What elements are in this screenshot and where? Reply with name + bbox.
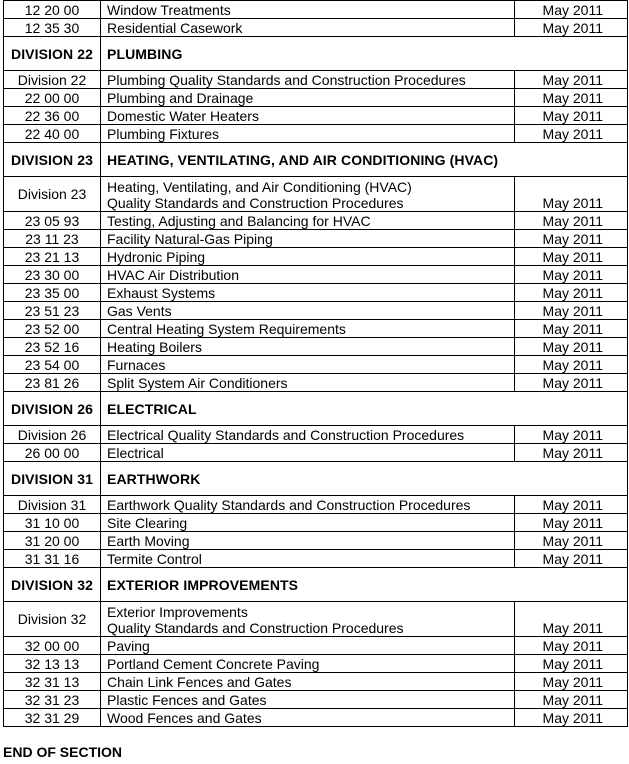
section-title-line: Electrical Quality Standards and Construction Procedures	[107, 427, 465, 443]
table-row	[4, 514, 628, 532]
section-title-line: Chain Link Fences and Gates	[107, 674, 292, 690]
section-date: May 2011	[515, 532, 628, 550]
section-code: 26 00 00	[4, 444, 101, 462]
section-title-line: Exhaust Systems	[107, 285, 216, 301]
section-date: May 2011	[515, 177, 628, 212]
section-title-line: Exterior Improvements	[107, 604, 248, 620]
table-row	[4, 284, 628, 302]
section-title	[101, 691, 515, 709]
section-title-line-2: Quality Standards and Construction Procedures	[107, 195, 404, 211]
section-title	[101, 89, 515, 107]
table-row	[4, 248, 628, 266]
table-row	[4, 709, 628, 727]
section-title	[101, 266, 515, 284]
division-header-row	[4, 568, 628, 602]
section-code: 22 00 00	[4, 89, 101, 107]
section-title	[101, 1, 515, 19]
section-date: May 2011	[515, 444, 628, 462]
division-number: DIVISION 22	[4, 37, 101, 71]
section-title-line: Gas Vents	[107, 303, 172, 319]
section-title-line: Plumbing and Drainage	[107, 90, 254, 106]
section-title	[101, 230, 515, 248]
section-title-line: Portland Cement Concrete Paving	[107, 656, 320, 672]
section-date: May 2011	[515, 709, 628, 727]
table-row	[4, 320, 628, 338]
section-title-line: Testing, Adjusting and Balancing for HVAC	[107, 213, 371, 229]
section-date: May 2011	[515, 284, 628, 302]
section-date: May 2011	[515, 212, 628, 230]
section-title-line: Central Heating System Requirements	[107, 321, 346, 337]
section-title	[101, 637, 515, 655]
section-title-line: Heating, Ventilating, and Air Conditioning (HVAC)	[107, 179, 412, 195]
section-code: 23 35 00	[4, 284, 101, 302]
section-date: May 2011	[515, 230, 628, 248]
section-date: May 2011	[515, 637, 628, 655]
table-row	[4, 550, 628, 568]
division-name: ELECTRICAL	[101, 392, 628, 426]
division-number: DIVISION 32	[4, 568, 101, 602]
section-title-line: Plastic Fences and Gates	[107, 692, 267, 708]
section-title-line: Hydronic Piping	[107, 249, 206, 265]
section-date: May 2011	[515, 320, 628, 338]
section-code: 31 31 16	[4, 550, 101, 568]
table-row	[4, 230, 628, 248]
table-row	[4, 266, 628, 284]
section-code: 23 11 23	[4, 230, 101, 248]
section-date: May 2011	[515, 496, 628, 514]
table-row	[4, 177, 628, 212]
division-number: DIVISION 23	[4, 143, 101, 177]
division-header-row	[4, 462, 628, 496]
section-title	[101, 248, 515, 266]
section-date: May 2011	[515, 125, 628, 143]
section-code: 32 31 29	[4, 709, 101, 727]
section-code: 32 13 13	[4, 655, 101, 673]
section-title	[101, 212, 515, 230]
section-code: Division 23	[4, 177, 101, 212]
section-title	[101, 550, 515, 568]
section-date: May 2011	[515, 514, 628, 532]
section-title	[101, 338, 515, 356]
section-title-line: Earth Moving	[107, 533, 190, 549]
section-title	[101, 320, 515, 338]
section-date: May 2011	[515, 19, 628, 37]
section-title-line: Split System Air Conditioners	[107, 375, 288, 391]
table-row	[4, 71, 628, 89]
table-row	[4, 302, 628, 320]
section-title	[101, 602, 515, 637]
section-date: May 2011	[515, 338, 628, 356]
division-number: DIVISION 26	[4, 392, 101, 426]
table-row	[4, 1, 628, 19]
table-row	[4, 107, 628, 125]
section-date: May 2011	[515, 550, 628, 568]
section-title-line: Termite Control	[107, 551, 202, 567]
section-date: May 2011	[515, 602, 628, 637]
table-row	[4, 89, 628, 107]
section-date: May 2011	[515, 673, 628, 691]
section-title	[101, 444, 515, 462]
section-code: 23 05 93	[4, 212, 101, 230]
section-code: 23 52 00	[4, 320, 101, 338]
table-row	[4, 125, 628, 143]
division-name: EXTERIOR IMPROVEMENTS	[101, 568, 628, 602]
section-code: 23 21 13	[4, 248, 101, 266]
division-header-row	[4, 143, 628, 177]
table-row	[4, 673, 628, 691]
section-code: 12 20 00	[4, 1, 101, 19]
section-code: 32 00 00	[4, 637, 101, 655]
section-title	[101, 496, 515, 514]
section-title	[101, 125, 515, 143]
section-date: May 2011	[515, 691, 628, 709]
section-code: Division 22	[4, 71, 101, 89]
table-row	[4, 444, 628, 462]
table-row	[4, 496, 628, 514]
section-title	[101, 302, 515, 320]
specification-index-table	[3, 0, 628, 727]
section-title	[101, 177, 515, 212]
section-title-line: Site Clearing	[107, 515, 188, 531]
section-title-line: Residential Casework	[107, 20, 243, 36]
division-header-row	[4, 392, 628, 426]
end-of-section: END OF SECTION	[3, 744, 123, 760]
section-title-line: Furnaces	[107, 357, 166, 373]
section-title	[101, 19, 515, 37]
section-code: 31 10 00	[4, 514, 101, 532]
section-title	[101, 374, 515, 392]
section-date: May 2011	[515, 248, 628, 266]
section-title	[101, 107, 515, 125]
section-title-line: Wood Fences and Gates	[107, 710, 262, 726]
table-row	[4, 532, 628, 550]
section-title-line: Window Treatments	[107, 2, 231, 18]
section-code: 23 30 00	[4, 266, 101, 284]
section-code: 22 36 00	[4, 107, 101, 125]
section-code: 32 31 13	[4, 673, 101, 691]
section-code: 23 81 26	[4, 374, 101, 392]
section-title-line: HVAC Air Distribution	[107, 267, 240, 283]
division-name: HEATING, VENTILATING, AND AIR CONDITIONING (HVAC)	[101, 143, 628, 177]
section-title	[101, 709, 515, 727]
section-code: 22 40 00	[4, 125, 101, 143]
section-title	[101, 514, 515, 532]
section-date: May 2011	[515, 374, 628, 392]
section-code: Division 26	[4, 426, 101, 444]
section-date: May 2011	[515, 107, 628, 125]
section-title-line: Domestic Water Heaters	[107, 108, 259, 124]
table-row	[4, 374, 628, 392]
section-date: May 2011	[515, 71, 628, 89]
section-title-line: Electrical	[107, 445, 164, 461]
table-body	[4, 1, 628, 727]
section-code: Division 31	[4, 496, 101, 514]
section-code: Division 32	[4, 602, 101, 637]
section-title	[101, 356, 515, 374]
section-code: 31 20 00	[4, 532, 101, 550]
division-name: PLUMBING	[101, 37, 628, 71]
section-title	[101, 532, 515, 550]
section-title-line-2: Quality Standards and Construction Procedures	[107, 620, 404, 636]
table-row	[4, 602, 628, 637]
table-row	[4, 691, 628, 709]
division-number: DIVISION 31	[4, 462, 101, 496]
table-row	[4, 655, 628, 673]
table-row	[4, 212, 628, 230]
table-row	[4, 338, 628, 356]
section-title	[101, 284, 515, 302]
section-date: May 2011	[515, 89, 628, 107]
section-title-line: Paving	[107, 638, 150, 654]
section-title	[101, 673, 515, 691]
section-code: 32 31 23	[4, 691, 101, 709]
section-title-line: Plumbing Fixtures	[107, 126, 220, 142]
section-code: 23 54 00	[4, 356, 101, 374]
section-title-line: Heating Boilers	[107, 339, 202, 355]
table-row	[4, 356, 628, 374]
section-code: 12 35 30	[4, 19, 101, 37]
section-code: 23 52 16	[4, 338, 101, 356]
section-date: May 2011	[515, 356, 628, 374]
section-date: May 2011	[515, 266, 628, 284]
section-title-line: Facility Natural-Gas Piping	[107, 231, 273, 247]
section-title-line: Earthwork Quality Standards and Construction Procedures	[107, 497, 471, 513]
section-title	[101, 426, 515, 444]
division-header-row	[4, 37, 628, 71]
section-title	[101, 71, 515, 89]
table-row	[4, 637, 628, 655]
section-date: May 2011	[515, 1, 628, 19]
section-code: 23 51 23	[4, 302, 101, 320]
section-date: May 2011	[515, 655, 628, 673]
section-title-line: Plumbing Quality Standards and Construction Procedures	[107, 72, 466, 88]
section-title	[101, 655, 515, 673]
section-date: May 2011	[515, 426, 628, 444]
table-row	[4, 19, 628, 37]
table-row	[4, 426, 628, 444]
section-date: May 2011	[515, 302, 628, 320]
division-name: EARTHWORK	[101, 462, 628, 496]
